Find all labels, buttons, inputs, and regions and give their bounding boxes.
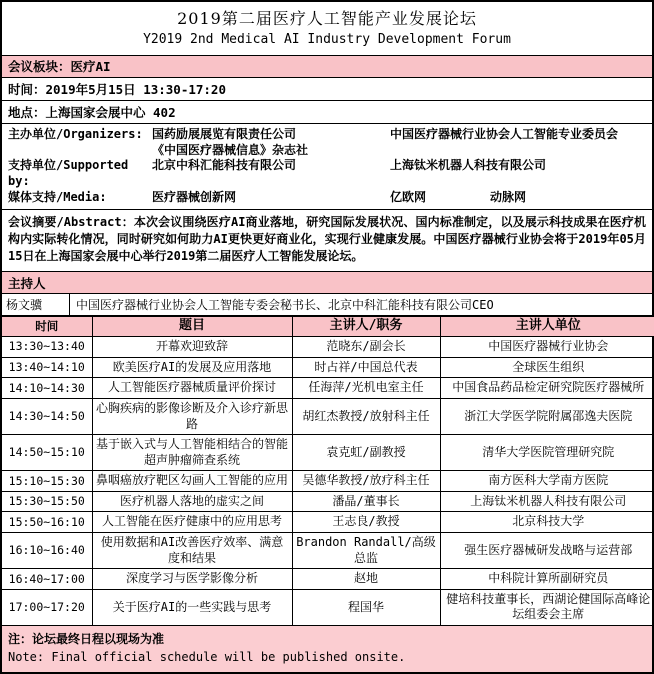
schedule-cell-org: 浙江大学医学院附属邵逸夫医院	[440, 398, 654, 434]
schedule-cell-speaker: 胡红杰教授/放射科主任	[292, 398, 440, 434]
conference-track-row: 会议板块：医疗AI	[2, 56, 652, 78]
schedule-cell-time: 14:10~14:30	[2, 378, 92, 399]
schedule-cell-topic: 深度学习与医学影像分析	[92, 569, 292, 590]
schedule-cell-org: 中科院计算所副研究员	[440, 569, 654, 590]
schedule-table	[2, 316, 654, 626]
media-line	[8, 190, 646, 206]
schedule-cell-time: 14:50~15:10	[2, 435, 92, 471]
schedule-row	[2, 491, 654, 512]
schedule-header-topic: 题目	[92, 317, 292, 337]
media-3: 动脉网	[490, 189, 527, 204]
schedule-cell-org: 中国医疗器械行业协会	[440, 337, 654, 358]
schedule-header-speaker: 主讲人/职务	[292, 317, 440, 337]
schedule-row	[2, 512, 654, 533]
schedule-cell-time: 16:10~16:40	[2, 533, 92, 569]
schedule-cell-time: 15:30~15:50	[2, 491, 92, 512]
schedule-cell-topic: 医疗机器人落地的虚实之间	[92, 491, 292, 512]
schedule-header-org: 主讲人单位	[440, 317, 654, 337]
schedule-cell-speaker: 袁克虹/副教授	[292, 435, 440, 471]
conference-time-row: 时间：2019年5月15日 13:30-17:20	[2, 78, 652, 101]
schedule-cell-org: 北京科技大学	[440, 512, 654, 533]
schedule-table-head	[2, 317, 654, 337]
schedule-cell-org: 南方医科大学南方医院	[440, 471, 654, 492]
schedule-cell-time: 13:30~13:40	[2, 337, 92, 358]
schedule-cell-time: 13:40~14:10	[2, 357, 92, 378]
schedule-cell-time: 16:40~17:00	[2, 569, 92, 590]
moderator-title: 中国医疗器械行业协会人工智能专委会秘书长、北京中科汇能科技有限公司CEO	[76, 298, 494, 313]
schedule-cell-speaker: 吴德华教授/放疗科主任	[292, 471, 440, 492]
schedule-row	[2, 378, 654, 399]
schedule-cell-topic: 开幕欢迎致辞	[92, 337, 292, 358]
footer-note-cn: 注：论坛最终日程以现场为准	[8, 632, 165, 647]
schedule-cell-time: 14:30~14:50	[2, 398, 92, 434]
schedule-cell-topic: 欧美医疗AI的发展及应用落地	[92, 357, 292, 378]
schedule-cell-speaker: 王志良/教授	[292, 512, 440, 533]
media-2: 亿欧网	[390, 189, 427, 204]
schedule-cell-time: 15:50~16:10	[2, 512, 92, 533]
schedule-cell-speaker: 时占祥/中国总代表	[292, 357, 440, 378]
organizers-line-2	[8, 143, 646, 159]
organizers-block	[2, 124, 652, 210]
schedule-cell-topic: 人工智能医疗器械质量评价探讨	[92, 378, 292, 399]
conference-venue-row: 地点：上海国家会展中心 402	[2, 101, 652, 124]
schedule-cell-speaker: Brandon Randall/高级总监	[292, 533, 440, 569]
schedule-cell-speaker: 程国华	[292, 589, 440, 625]
title-block	[2, 2, 652, 56]
moderator-name: 杨文骥	[2, 294, 70, 315]
supporters-line	[8, 158, 646, 189]
schedule-cell-speaker: 潘晶/董事长	[292, 491, 440, 512]
schedule-cell-topic: 人工智能在医疗健康中的应用思考	[92, 512, 292, 533]
schedule-cell-time: 17:00~17:20	[2, 589, 92, 625]
schedule-header-row	[2, 317, 654, 337]
schedule-row	[2, 569, 654, 590]
organizers-label: 主办单位/Organizers:	[8, 127, 143, 142]
media-label: 媒体支持/Media:	[8, 189, 107, 204]
media-1: 医疗器械创新网	[152, 189, 237, 204]
schedule-row	[2, 533, 654, 569]
schedule-cell-topic: 鼻咽癌放疗靶区勾画人工智能的应用	[92, 471, 292, 492]
organizer-main-3: 《中国医疗器械信息》杂志社	[152, 142, 309, 157]
supporters-label: 支持单位/Supported by:	[8, 158, 129, 188]
schedule-cell-org: 清华大学医院管理研究院	[440, 435, 654, 471]
moderator-header: 主持人	[2, 272, 652, 294]
page-title: 2019第二届医疗人工智能产业发展论坛	[177, 9, 477, 28]
schedule-cell-speaker: 赵地	[292, 569, 440, 590]
schedule-cell-topic: 使用数据和AI改善医疗效率、满意度和结果	[92, 533, 292, 569]
schedule-row	[2, 589, 654, 625]
supporter-2: 上海钛米机器人科技有限公司	[390, 158, 547, 173]
organizer-main-2: 中国医疗器械行业协会人工智能专业委员会	[390, 127, 619, 142]
schedule-row	[2, 337, 654, 358]
schedule-cell-org: 全球医生组织	[440, 357, 654, 378]
schedule-cell-time: 15:10~15:30	[2, 471, 92, 492]
schedule-row	[2, 435, 654, 471]
schedule-cell-topic: 心胸疾病的影像诊断及介入诊疗新思路	[92, 398, 292, 434]
schedule-row	[2, 357, 654, 378]
footer-note-en: Note: Final official schedule will be published onsite.	[8, 650, 406, 665]
page-subtitle: Y2019 2nd Medical AI Industry Development Forum	[143, 32, 511, 47]
supporter-1: 北京中科汇能科技有限公司	[152, 158, 297, 173]
moderator-row	[2, 294, 652, 316]
schedule-row	[2, 398, 654, 434]
schedule-cell-topic: 关于医疗AI的一些实践与思考	[92, 589, 292, 625]
schedule-row	[2, 471, 654, 492]
schedule-cell-topic: 基于嵌入式与人工智能相结合的智能超声肿瘤筛查系统	[92, 435, 292, 471]
abstract-block: 会议摘要/Abstract：本次会议围绕医疗AI商业落地，研究国际发展状况、国内标准制定，以及展示科技成果在医疗机构内实际转化情况，同时研究如何助力AI更快更好商业化，实现行业健康发展。中国医疗器械行业协会将于2019年05月15日在上海国家会展中心举行2019第二届医疗人工智能发展论坛。	[2, 210, 652, 272]
footer-note	[2, 626, 652, 672]
schedule-body	[2, 337, 654, 626]
schedule-cell-org: 中国食品药品检定研究院医疗器械所	[440, 378, 654, 399]
organizers-line	[8, 127, 646, 143]
schedule-header-time: 时间	[2, 317, 92, 337]
organizer-main-1: 国药励展展览有限责任公司	[152, 127, 297, 142]
schedule-cell-speaker: 范晓东/副会长	[292, 337, 440, 358]
schedule-cell-org: 强生医疗器械研发战略与运营部	[440, 533, 654, 569]
schedule-cell-org: 健培科技董事长，西湖论健国际高峰论坛组委会主席	[440, 589, 654, 625]
schedule-cell-org: 上海钛米机器人科技有限公司	[440, 491, 654, 512]
schedule-cell-speaker: 任海萍/光机电室主任	[292, 378, 440, 399]
